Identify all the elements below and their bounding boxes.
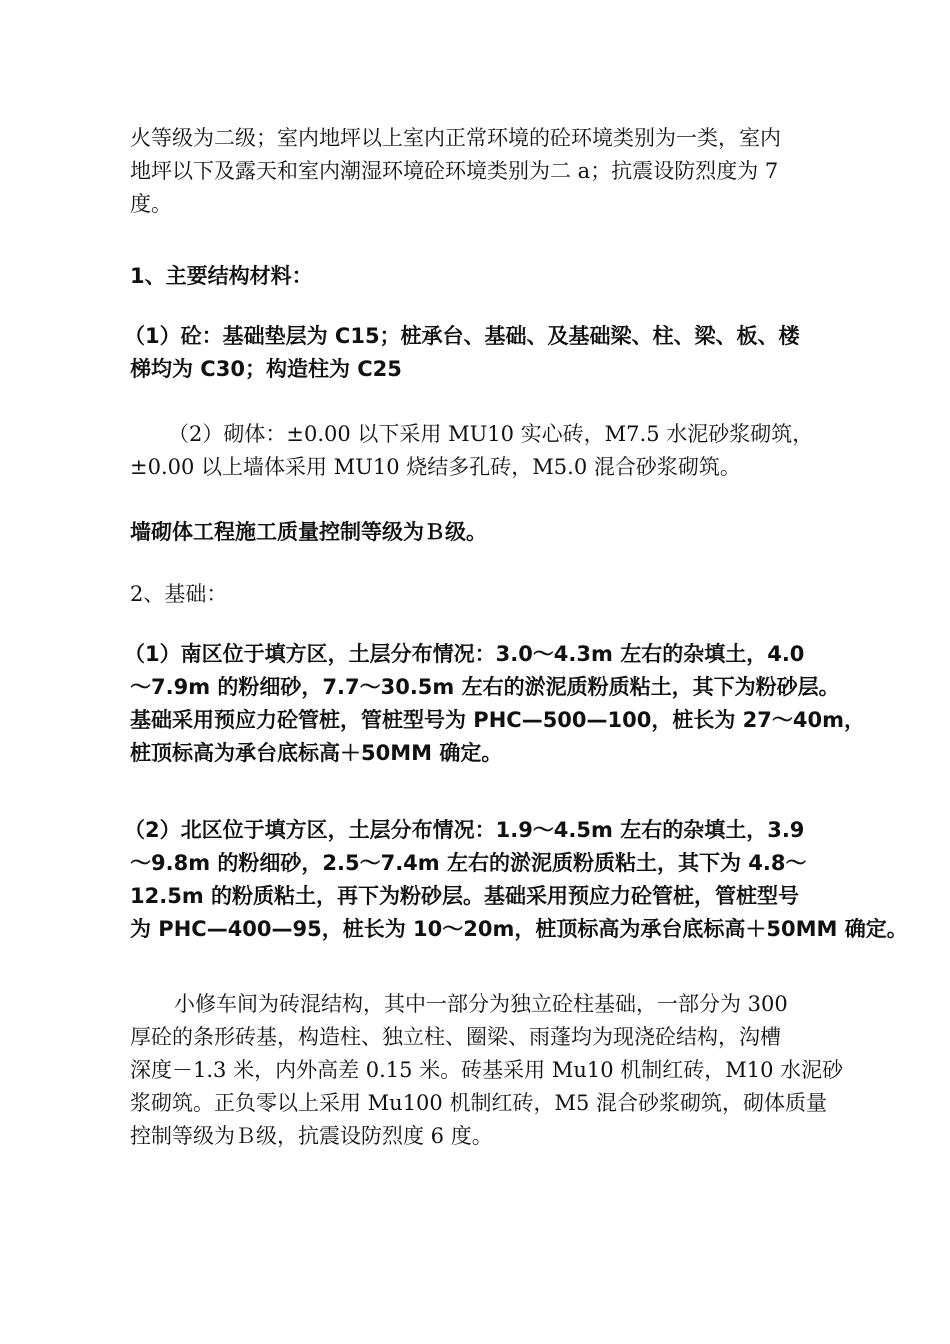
- text-line: 地坪以下及露天和室内潮湿环境砼环境类别为二 a；抗震设防烈度为 7: [130, 159, 779, 183]
- paragraph-masonry: [130, 418, 868, 484]
- text-line: 梯均为 C30；构造柱为 C25: [130, 357, 402, 381]
- paragraph-repair-workshop: [130, 988, 844, 1153]
- text-line: 火等级为二级；室内地坪以上室内正常环境的砼环境类别为一类，室内: [130, 126, 781, 150]
- text-line: 浆砌筑。正负零以上采用 Mu100 机制红砖，M5 混合砂浆砌筑，砌体质量: [130, 1091, 827, 1115]
- text-line: 2、基础：: [130, 582, 228, 606]
- text-line: 12.5m 的粉质粘土，再下为粉砂层。基础采用预应力砼管桩，管桩型号: [130, 884, 800, 908]
- text-line: 桩顶标高为承台底标高＋50MM 确定。: [130, 741, 503, 765]
- text-line: 控制等级为Ｂ级，抗震设防烈度 6 度。: [130, 1124, 493, 1148]
- text-line: （2）北区位于填方区，土层分布情况：1.9～4.5m 左右的杂填土，3.9: [124, 818, 805, 842]
- text-line: 小修车间为砖混结构，其中一部分为独立砼柱基础，一部分为 300: [174, 992, 788, 1016]
- heading-structural-materials: [130, 260, 830, 293]
- paragraph-north-zone: [124, 814, 908, 946]
- text-line: （1）南区位于填方区，土层分布情况：3.0～4.3m 左右的杂填土，4.0: [124, 642, 805, 666]
- text-line: 1、主要结构材料：: [130, 264, 313, 288]
- paragraph-south-zone: [124, 638, 865, 770]
- text-line: （1）砼：基础垫层为 C15；桩承台、基础、及基础梁、柱、梁、板、楼: [124, 324, 800, 348]
- text-line: ～9.8m 的粉细砂，2.5～7.4m 左右的淤泥质粉质粘土，其下为 4.8～: [130, 851, 807, 875]
- text-line: （2）砌体：±0.00 以下采用 MU10 实心砖，M7.5 水泥砂浆砌筑，: [168, 422, 814, 446]
- text-line: 基础采用预应力砼管桩，管桩型号为 PHC—500—100，桩长为 27～40m，: [130, 708, 865, 732]
- text-line: 度。: [130, 192, 172, 216]
- text-line: ～7.9m 的粉细砂，7.7～30.5m 左右的淤泥质粉质粘土，其下为粉砂层。: [130, 675, 840, 699]
- text-line: 厚砼的条形砖基，构造柱、独立柱、圈梁、雨蓬均为现浇砼结构，沟槽: [130, 1025, 781, 1049]
- paragraph-concrete: [124, 320, 824, 386]
- heading-foundation: [130, 578, 830, 611]
- text-line: 为 PHC—400—95，桩长为 10～20m，桩顶标高为承台底标高＋50MM 确定。: [130, 917, 908, 941]
- text-line: 深度－1.3 米，内外高差 0.15 米。砖基采用 Mu10 机制红砖，M10 水泥砂: [130, 1058, 844, 1082]
- paragraph-fire-rating: [130, 122, 830, 221]
- text-line: 墙砌体工程施工质量控制等级为Ｂ级。: [130, 520, 487, 544]
- text-line: ±0.00 以上墙体采用 MU10 烧结多孔砖，M5.0 混合砂浆砌筑。: [130, 455, 741, 479]
- paragraph-quality-grade: [130, 516, 830, 549]
